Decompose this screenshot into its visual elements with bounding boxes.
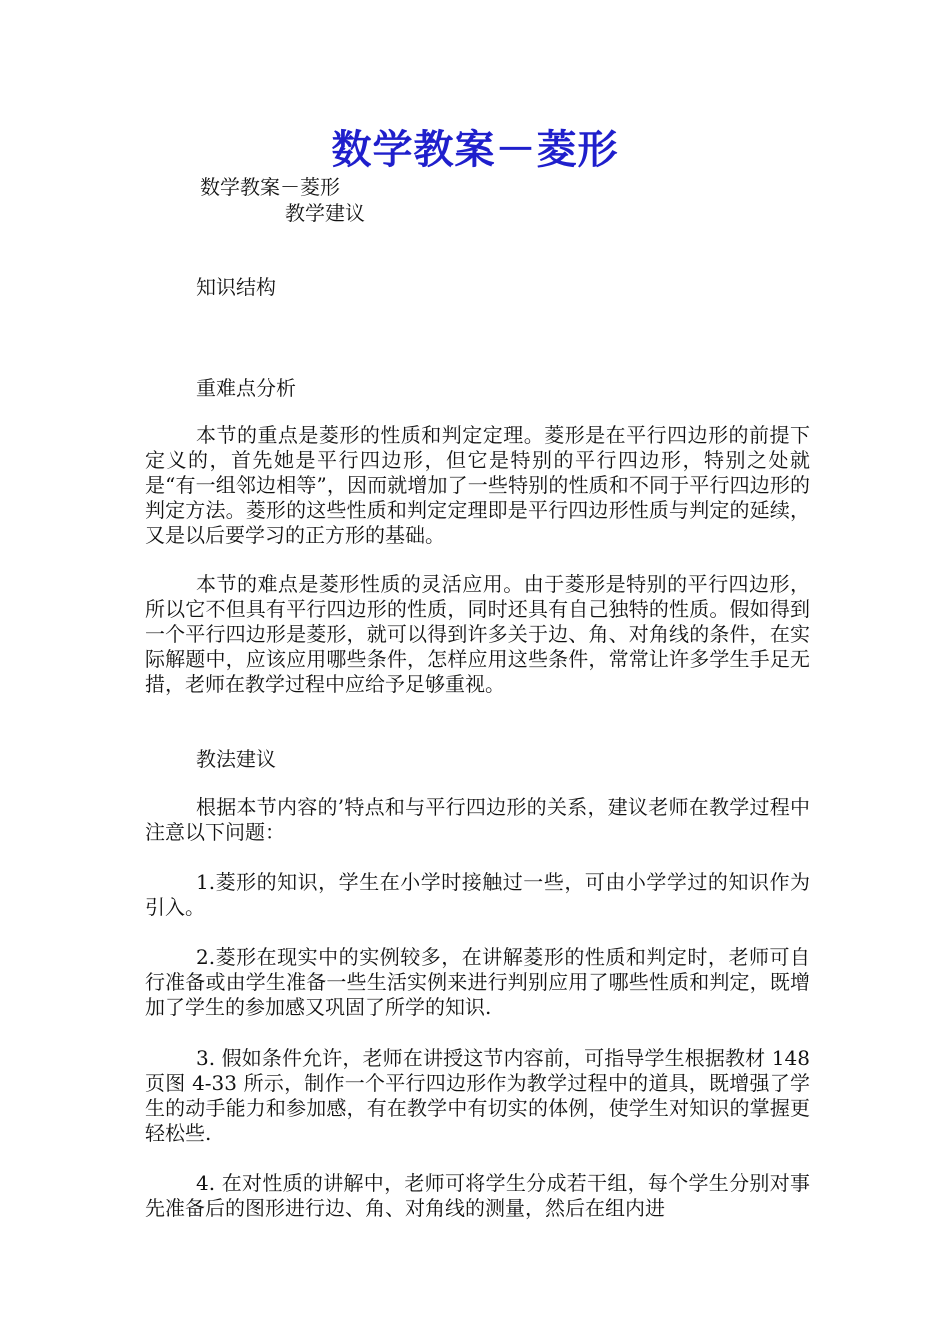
paragraph-method-intro: 根据本节内容的’特点和与平行四边形的关系，建议老师在教学过程中注意以下问题： (145, 795, 810, 844)
heading-teaching-method: 教法建议 (196, 747, 276, 771)
list-item-1: 1.菱形的知识，学生在小学时接触过一些，可由小学学过的知识作为引入。 (145, 870, 810, 919)
document-title: 数学教案－菱形 (331, 127, 619, 173)
heading-key-difficult: 重难点分析 (196, 376, 296, 400)
section-heading: 教学建议 (285, 201, 365, 225)
list-item-2: 2.菱形在现实中的实例较多，在讲解菱形的性质和判定时，老师可自行准备或由学生准备一些生活实例来进行判别应用了哪些性质和判定，既增加了学生的参加感又巩固了所学的知识. (145, 945, 810, 1019)
list-item-4: 4. 在对性质的讲解中，老师可将学生分成若干组，每个学生分别对事先准备后的图形进行边、角、对角线的测量，然后在组内进 (145, 1171, 810, 1220)
document-subtitle: 数学教案－菱形 (200, 175, 340, 199)
paragraph-difficult-points: 本节的难点是菱形性质的灵活应用。由于菱形是特别的平行四边形，所以它不但具有平行四边形的性质，同时还具有自己独特的性质。假如得到一个平行四边形是菱形，就可以得到许多关于边、角、对角线的条件，在实际解题中，应该应用哪些条件，怎样应用这些条件，常常让许多学生手足无措，老师在教学过程中应给予足够重视。 (145, 572, 810, 696)
list-item-3: 3. 假如条件允许，老师在讲授这节内容前，可指导学生根据教材 148 页图 4-33 所示，制作一个平行四边形作为教学过程中的道具，既增强了学生的动手能力和参加感，有在教学中有切实的体例，使学生对知识的掌握更轻松些. (145, 1046, 810, 1145)
paragraph-key-points: 本节的重点是菱形的性质和判定定理。菱形是在平行四边形的前提下定义的，首先她是平行四边形，但它是特别的平行四边形，特别之处就是“有一组邻边相等”，因而就增加了一些特别的性质和不同于平行四边形的判定方法。菱形的这些性质和判定定理即是平行四边形性质与判定的延续，又是以后要学习的正方形的基础。 (145, 423, 810, 547)
heading-knowledge-structure: 知识结构 (196, 275, 276, 299)
